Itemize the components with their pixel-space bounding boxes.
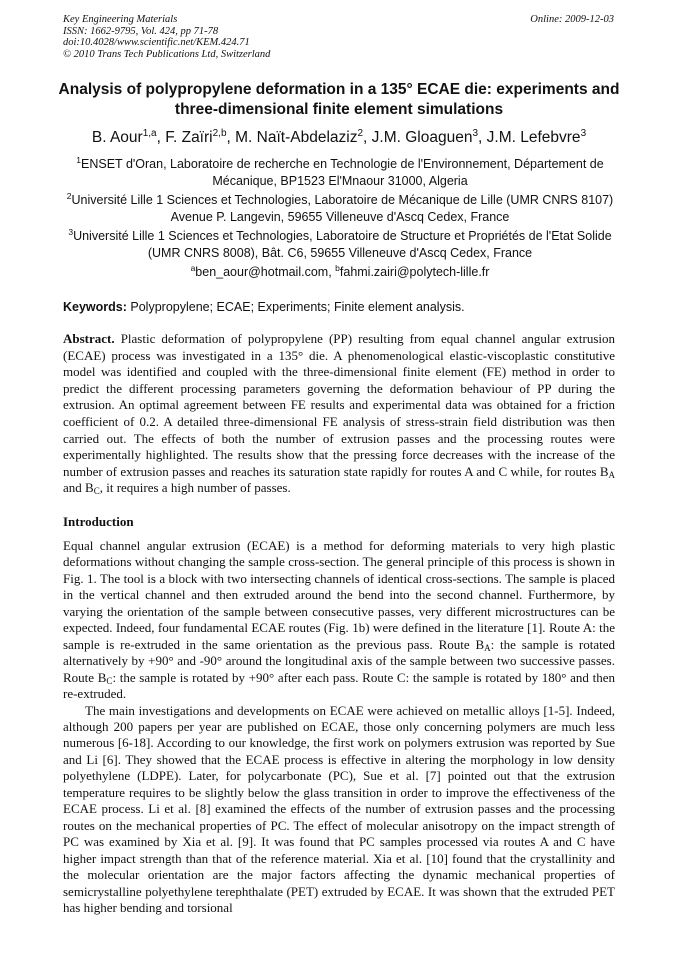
email-marker: a xyxy=(190,263,196,273)
author-name: M. Naït-Abdelaziz xyxy=(235,129,358,146)
affiliation-2 xyxy=(64,192,616,226)
author-affiliation-marker: 1,a xyxy=(142,128,157,139)
affiliation-1 xyxy=(64,156,616,190)
online-date: Online: 2009-12-03 xyxy=(530,14,614,25)
paragraph-text: : the sample is rotated by +90° after each pass. Route C: the sample is rotated by 180° and then re-extruded. xyxy=(63,669,615,702)
author-affiliation-marker: 3 xyxy=(472,128,479,139)
abstract-label: Abstract. xyxy=(63,331,115,346)
keywords-text: Polypropylene; ECAE; Experiments; Finite element analysis. xyxy=(130,300,465,314)
author-affiliation-marker: 2 xyxy=(357,128,364,139)
author-name: B. Aour xyxy=(91,129,143,146)
author-name: J.M. Lefebvre xyxy=(486,129,581,146)
subscript: C xyxy=(93,486,100,497)
author-affiliation-marker: 3 xyxy=(580,128,587,139)
affiliation-text: Université Lille 1 Sciences et Technologies, Laboratoire de Mécanique de Lille (UMR CNRS 8107) Avenue P. Langevin, 59655 Villeneuve d'Ascq Cedex, France xyxy=(71,193,614,224)
paragraph xyxy=(63,538,615,703)
author-affiliation-marker: 2,b xyxy=(212,128,227,139)
author-emails xyxy=(64,264,616,281)
subscript: C xyxy=(106,675,113,686)
author-list: B. Aour$^{1,a}$, F. Zaïri$^{2,b}$, M. Naït-Abdelaziz$^2$, J.M. Gloaguen$^3$, J.M. Lefebvre$^3$ xyxy=(91,128,587,146)
keywords-label: Keywords: xyxy=(63,300,127,314)
subscript: A xyxy=(608,469,615,480)
journal-name: Key Engineering Materials xyxy=(63,14,178,25)
affiliation-number: 1 xyxy=(76,155,82,165)
keywords xyxy=(63,299,615,316)
affiliation-text: ENSET d'Oran, Laboratoire de recherche en Technologie de l'Environnement, Département de Mécanique, BP1523 El'Mnaour 31000, Algeria xyxy=(81,157,604,188)
paragraph: The main investigations and developments on ECAE were achieved on metallic alloys [1-5]. Indeed, although 200 papers per year are published on ECAE, those only concerning polymers are much less numerous [6-18]. According to our knowledge, the first work on polymers extrusion was reported by Sue and Li [6]. They showed that the ECAE process is effective in altering the morphology in low density polyethylene (LDPE). Later, for polycarbonate (PC), Sue et al. [7] pointed out that the extrusion temperature requires to be slightly below the glass transition in order to improve the effectiveness of the ECAE process. Li et al. [8] examined the effects of the number of extrusion passes and the processing routes on the mechanical properties of PC. The effect of molecular anisotropy on the impact strength of PC was examined by Xia et al. [9]. It was found that PC samples processed via routes A and C have higher impact strength than that of the reference material. Xia et al. [10] found that the crystallinity and the molecular orientation are the major factors affecting the dynamic mechanical properties of semicrystalline polyethylene terephthalate (PET) extruded by ECAE. It was shown that the extruded PET has higher bending and torsional xyxy=(63,702,615,915)
subscript: A xyxy=(484,642,491,653)
journal-issn: ISSN: 1662-9795, Vol. 424, pp 71-78 xyxy=(63,25,219,37)
email-marker: b xyxy=(335,263,340,273)
journal-header xyxy=(63,14,270,60)
author-name: F. Zaïri xyxy=(165,129,213,146)
abstract-text: , it requires a high number of passes. xyxy=(99,480,291,496)
email-separator: , xyxy=(328,265,336,279)
journal-copyright: © 2010 Trans Tech Publications Ltd, Switzerland xyxy=(63,48,271,60)
abstract xyxy=(63,331,615,497)
paragraph-text: Equal channel angular extrusion (ECAE) is a method for deforming materials to very high plastic deformations without changing the sample cross-section. The general principle of this process is shown in Fig. 1. The tool is a block with two intersecting channels of identical cross-sections. The sample is placed in the vertical channel and then extruded around the bend into the second channel. Furthermore, by varying the orientation of the sample between consecutive passes, very different microstructures can be expected. Indeed, four fundamental ECAE routes (Fig. 1b) were defined in the literature [1]. Route A: the sample is re-extruded in the same orientation as the previous pass. Route B xyxy=(63,538,615,652)
paragraph-text: : the sample is rotated alternatively by +90° and -90° around the longitudinal axis of the sample between two successive passes. Route B xyxy=(63,636,615,685)
email-link-b[interactable]: fahmi.zairi@polytech-lille.fr xyxy=(339,265,490,279)
author-name: J.M. Gloaguen xyxy=(371,129,473,146)
section-heading-introduction: Introduction xyxy=(63,514,134,529)
abstract-text: and B xyxy=(63,480,94,496)
affiliation-number: 2 xyxy=(66,191,72,201)
affiliation-number: 3 xyxy=(68,227,74,237)
paper-title: Analysis of polypropylene deformation in a 135° ECAE die: experiments and three-dimensional finite element simulations xyxy=(58,81,620,118)
email-link-a[interactable]: ben_aour@hotmail.com xyxy=(195,265,329,279)
affiliation-3 xyxy=(64,228,616,262)
journal-doi[interactable]: doi:10.4028/www.scientific.net/KEM.424.71 xyxy=(63,37,250,48)
abstract-text: Plastic deformation of polypropylene (PP) resulting from equal channel angular extrusion (ECAE) process was investigated in a 135° die. A phenomenological elastic-viscoplastic constitutive model was identified and coupled with the three-dimensional finite element (FE) method in order to predict the different processing parameters governing the deformation behaviour of PP during the extrusion. An optimal agreement between FE results and experimental data was obtained for a friction coefficient of 0.2. A detailed three-dimensional FE analysis of stress-strain field distribution was then carried out. The effects of both the number of extrusion passes and the processing routes were experimentally highlighted. The results show that the pressing force decreases with the increase of the number of extrusion passes and reaches its saturation state rapidly for routes A and C while, for routes B xyxy=(63,331,615,479)
introduction-body xyxy=(63,538,615,916)
affiliation-text: Université Lille 1 Sciences et Technologies, Laboratoire de Structure et Propriétés de l'Etat Solide (UMR CNRS 8008), Bât. C6, 59655 Villeneuve d'Ascq Cedex, France xyxy=(73,229,612,260)
